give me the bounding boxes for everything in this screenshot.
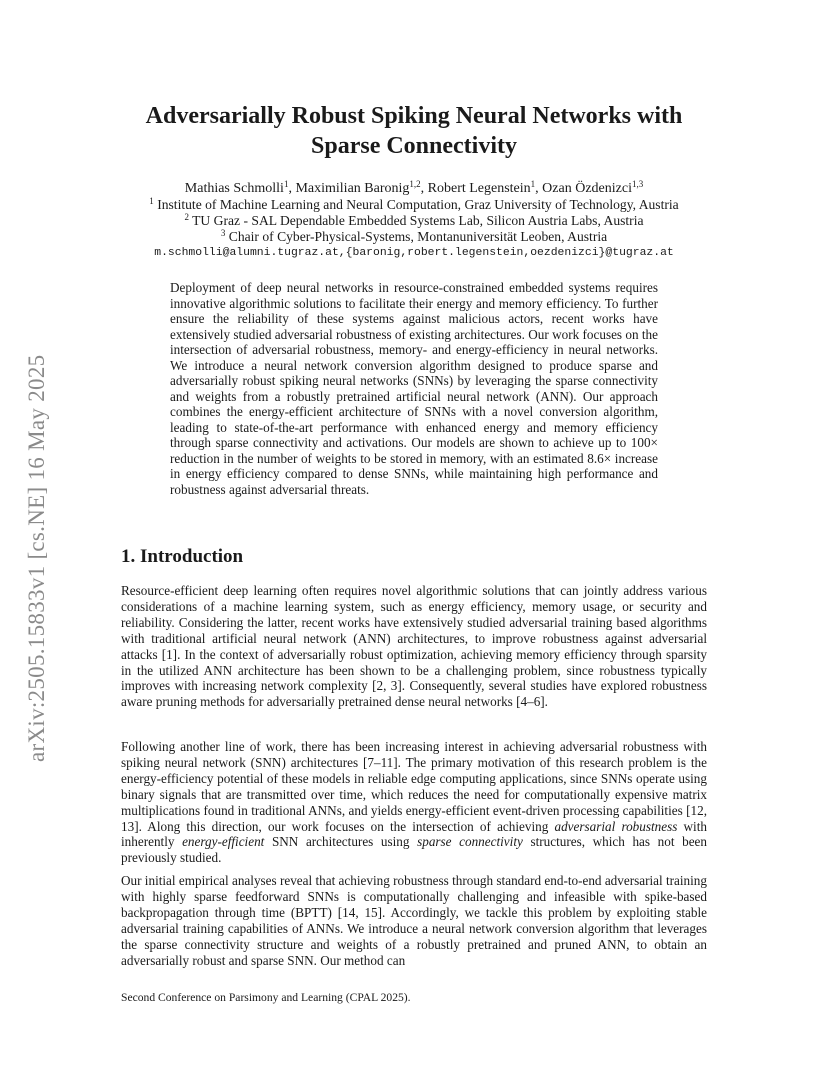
paragraph-text: with inherently <box>121 818 707 850</box>
author-affiliation-marker: 1,2 <box>409 179 421 189</box>
affiliation-text: Institute of Machine Learning and Neural Computation, Graz University of Technology, Austria <box>157 197 679 212</box>
paper-title-line: Sparse Connectivity <box>311 133 517 159</box>
author-affiliation-marker: 1,3 <box>631 179 644 189</box>
paragraph-text: structures, which has not been previously studied. <box>121 834 707 866</box>
paragraph-text: SNN architectures using <box>264 834 418 850</box>
emphasis-text: adversarial robustness <box>554 818 678 834</box>
page-footer: Second Conference on Parsimony and Learning (CPAL 2025). <box>121 991 411 1004</box>
author-affiliation-marker: 1 <box>283 179 289 189</box>
affiliation-number: 3 <box>220 228 226 238</box>
body-paragraph: Our initial empirical analyses reveal that achieving robustness through standard end-to-end adversarial training with highly sparse feedforward SNNs is computationally challenging and infeasible with spike-based backpropagation through time (BPTT) [14, 15]. Accordingly, we tackle this problem by exploiting stable adversarial training capabilities of ANNs. We introduce a neural network conversion algorithm that leverages the sparse connectivity structure and weights of a robustly pretrained and pruned ANN, to obtain an adversarially robust and sparse SNN. Our method can <box>121 873 707 968</box>
affiliation <box>90 196 738 213</box>
affiliation <box>90 212 738 229</box>
affiliation-text: TU Graz - SAL Dependable Embedded Systems Lab, Silicon Austria Labs, Austria <box>192 213 644 228</box>
paper-title-line: Adversarially Robust Spiking Neural Networks with <box>145 103 683 129</box>
affiliation-number: 2 <box>184 212 189 222</box>
author-name: Mathias Schmolli <box>184 181 284 196</box>
author-name: , Robert Legenstein <box>420 181 531 196</box>
author-name: , Ozan Özdenizci <box>535 181 632 196</box>
author-emails: m.schmolli@alumni.tugraz.at,{baronig,robert.legenstein,oezdenizci}@tugraz.at <box>154 247 674 259</box>
affiliation-text: Chair of Cyber-Physical-Systems, Montanuniversität Leoben, Austria <box>228 229 608 244</box>
abstract: Deployment of deep neural networks in resource-constrained embedded systems requires innovative algorithmic solutions to facilitate their energy and memory efficiency. To further ensure the reliability of these systems against malicious actors, recent works have extensively studied adversarial robustness of existing architectures. Our work focuses on the intersection of adversarial robustness, memory- and energy-efficiency in neural networks. We introduce a neural network conversion algorithm designed to produce sparse and adversarially robust spiking neural networks (SNNs) by leveraging the sparse connectivity and weights from a robustly pretrained artificial neural network (ANN). Our approach combines the energy-efficient architecture of SNNs with a novel conversion algorithm, leading to state-of-the-art performance with enhanced energy and memory efficiency through sparse connectivity and activations. Our models are shown to achieve up to 100× reduction in the number of weights to be stored in memory, with an estimated 8.6× increase in energy efficiency compared to dense SNNs, while maintaining high performance and robustness against adversarial threats. <box>170 280 658 497</box>
affiliation <box>90 228 738 245</box>
arxiv-identifier-stamp: arXiv:2505.15833v1 [cs.NE] 16 May 2025 <box>24 354 49 762</box>
emphasis-text: sparse connectivity <box>417 834 523 850</box>
body-paragraph <box>121 739 707 866</box>
affiliation-number: 1 <box>149 196 154 206</box>
body-paragraph: Resource-efficient deep learning often requires novel algorithmic solutions that can jointly address various considerations of a machine learning system, such as energy efficiency, memory usage, or security and reliability. Considering the latter, recent works have extensively studied adversarial training based algorithms with traditional artificial neural network (ANN) architectures, to improve robustness against adversarial attacks [1]. In the context of adversarially robust optimization, achieving memory efficiency through sparsity in the utilized ANN architecture has been shown to be a challenging problem, since robustness typically improves with increasing network complexity [2, 3]. Consequently, several studies have explored robustness aware pruning methods for adversarially pretrained dense neural networks [4–6]. <box>121 583 707 710</box>
paragraph-text: Following another line of work, there has been increasing interest in achieving adversarial robustness with spiking neural network (SNN) architectures [7–11]. The primary motivation of this research problem is the energy-efficiency potential of these models in reliable edge computing applications, since SNNs operate using binary signals that are transmitted over time, which reduces the need for computationally expensive matrix multiplications found in traditional ANNs, and yields energy-efficient event-driven processing capabilities [12, 13]. Along this direction, our work focuses on the intersection of achieving <box>121 739 707 834</box>
author-name: , Maximilian Baronig <box>288 181 410 196</box>
section-heading: 1. Introduction <box>121 546 244 567</box>
paper-title <box>90 101 738 161</box>
author-affiliation-marker: 1 <box>530 179 536 189</box>
emphasis-text: energy-efficient <box>182 834 265 850</box>
